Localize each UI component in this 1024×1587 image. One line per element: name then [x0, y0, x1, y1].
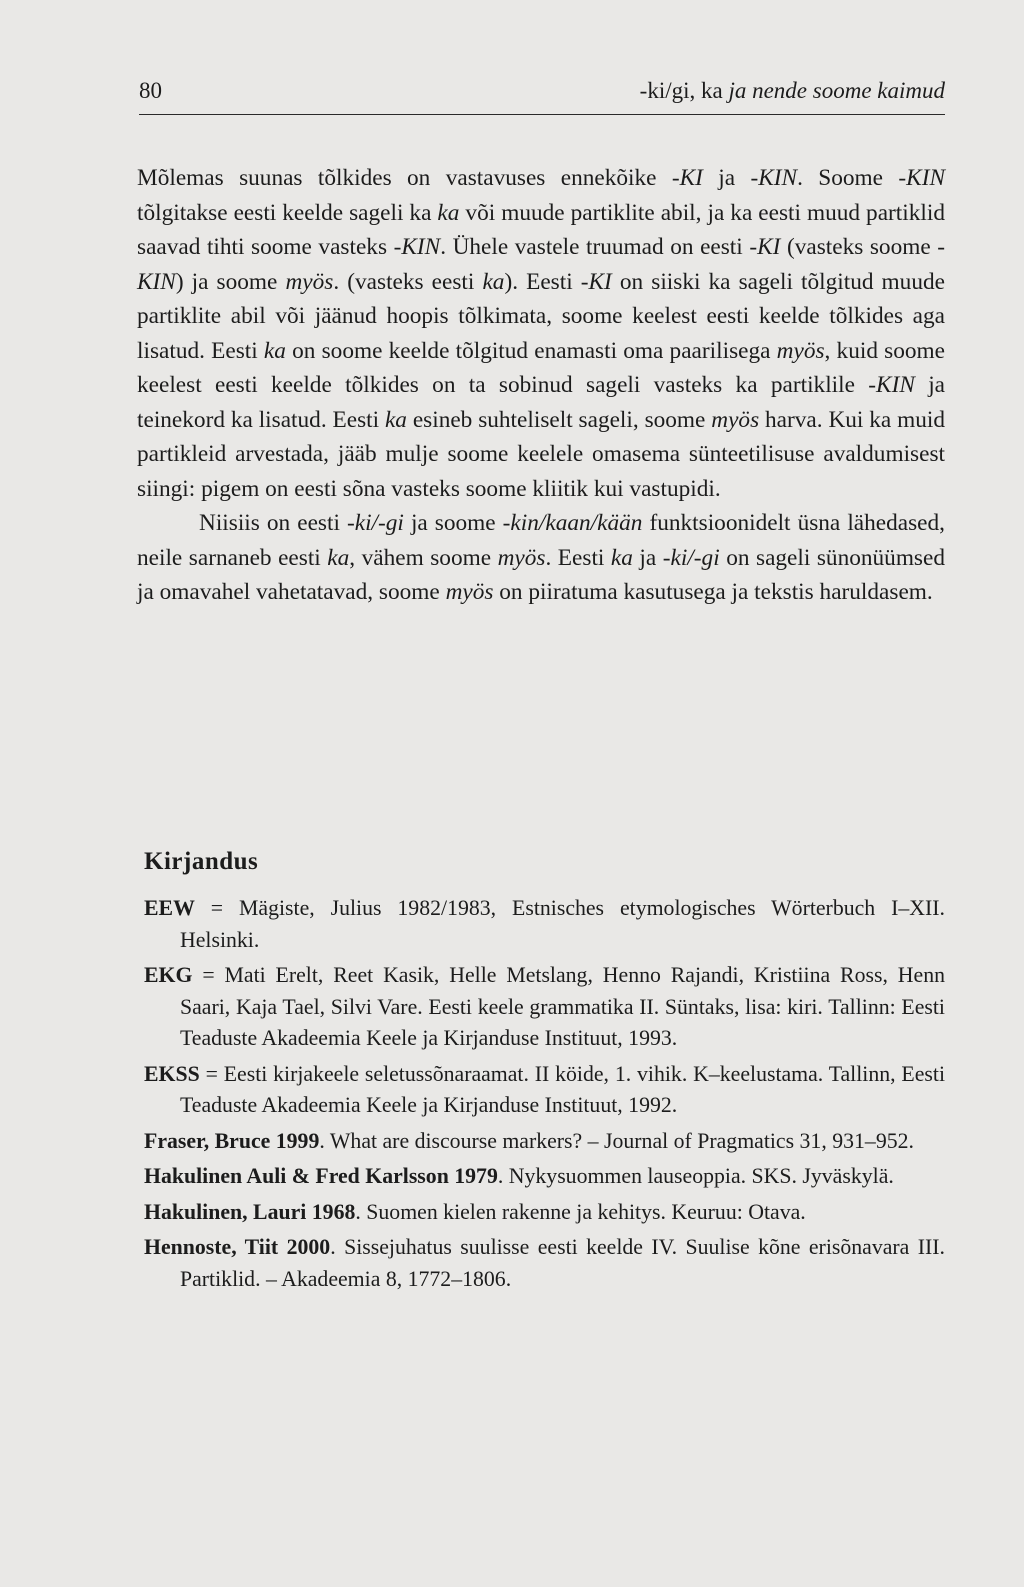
- italic-term: ka: [327, 544, 350, 571]
- italic-term: -KIN: [868, 372, 915, 398]
- italic-term: -kin/kaan/kään: [502, 510, 643, 536]
- text-run: on siiski ka sageli tõlgitud muude partiklite abil või jäänud hoopis tõlkimata, soome keelest eesti keelde tõlkides aga lisatud. Eesti: [137, 268, 945, 364]
- italic-term: ka: [263, 337, 286, 364]
- italic-term: myös: [445, 579, 494, 605]
- italic-term: ka: [482, 268, 505, 295]
- text-run: või muude partiklite abil, ja ka eesti muud partiklid saavad tihti soome vasteks: [137, 199, 945, 260]
- text-run: . Ühele vastele truumad on eesti: [440, 234, 750, 260]
- text-run: on soome keelde tõlgitud enamasti oma paarilisega: [285, 337, 777, 364]
- text-run: ja soome: [403, 510, 503, 536]
- reference-text: Mägiste, Julius 1982/1983, Estnisches etymologisches Wörterbuch I–XII. Helsinki.: [180, 896, 945, 952]
- reference-author: EKSS: [144, 1061, 200, 1086]
- italic-term: ka: [610, 544, 633, 571]
- text-run: esineb suhteliselt sageli, soome: [406, 406, 712, 433]
- text-run: . (vasteks eesti: [333, 268, 483, 295]
- paragraph-1: [137, 161, 945, 506]
- reference-separator: .: [319, 1128, 330, 1153]
- reference-list: [144, 893, 945, 1299]
- body-text: [137, 161, 945, 610]
- page-header: [139, 78, 945, 115]
- reference-entry: [144, 1161, 945, 1193]
- reference-separator: =: [199, 1061, 224, 1086]
- reference-entry: [144, 1232, 945, 1295]
- reference-text: Sissejuhatus suulisse eesti keelde IV. Suulise kõne erisõnavara III. Partiklid. – Akadeemia 8, 1772–1806.: [180, 1235, 945, 1291]
- text-run: funktsioonidelt üsna lähedased, neile sarnaneb eesti: [137, 510, 945, 571]
- page-number: 80: [139, 78, 162, 103]
- running-title: [640, 78, 945, 104]
- text-run: , kuid soome keelest eesti keelde tõlkides on ta sobinud sageli vasteks ka partiklile: [137, 337, 945, 398]
- reference-entry: [144, 1197, 945, 1229]
- italic-term: myös: [285, 268, 334, 295]
- italic-term: -KIN: [393, 234, 441, 260]
- paragraph-2: [137, 506, 945, 610]
- text-run: ja: [702, 165, 751, 191]
- reference-author: Hakulinen Auli & Fred Karlsson 1979: [144, 1164, 498, 1188]
- reference-separator: .: [355, 1199, 367, 1224]
- italic-term: -KIN: [750, 165, 798, 191]
- text-run: on piiratuma kasutusega ja tekstis haruldasem.: [493, 579, 933, 605]
- italic-term: -ki/-gi: [346, 510, 404, 536]
- italic-term: myös: [776, 337, 825, 364]
- running-title-italic: ja nende soome kaimud: [728, 78, 945, 103]
- italic-term: myös: [497, 544, 546, 571]
- section-heading: Kirjandus: [144, 848, 259, 875]
- reference-text: Nykysuommen lauseoppia. SKS. Jyväskylä.: [508, 1164, 894, 1188]
- text-run: , vähem soome: [349, 544, 498, 571]
- italic-term: -KIN: [137, 234, 946, 295]
- reference-entry: [144, 1059, 945, 1122]
- italic-term: -KI: [749, 234, 781, 260]
- reference-text: What are discourse markers? – Journal of Pragmatics 31, 931–952.: [329, 1128, 914, 1153]
- italic-term: -KI: [671, 165, 703, 191]
- reference-text: Suomen kielen rakenne ja kehitys. Keuruu: Otava.: [366, 1199, 806, 1224]
- italic-term: -KI: [580, 268, 612, 295]
- text-run: ). Eesti: [504, 268, 581, 295]
- text-run: (vasteks soome: [780, 234, 938, 260]
- text-run: harva. Kui ka muid partikleid arvestada, jääb mulje soome keelele omasema sünteetilisuse avaldumisest siingi: pigem on eesti sõna vasteks soome kliitik kui vastupidi.: [137, 406, 945, 502]
- reference-text: Mati Erelt, Reet Kasik, Helle Metslang, Henno Rajandi, Kristiina Ross, Henn Saari, Kaja Tael, Silvi Vare. Eesti keele grammatika II. Süntaks, lisa: kiri. Tallinn: Eesti Teaduste Akadeemia Keele ja Kirjanduse Instituut, 1993.: [180, 963, 945, 1050]
- reference-author: Hakulinen, Lauri 1968: [144, 1199, 356, 1224]
- reference-text: Eesti kirjakeele seletussõnaraamat. II köide, 1. vihik. K–keelustama. Tallinn, Eesti Teaduste Akadeemia Keele ja Kirjanduse Instituut, 1992.: [180, 1061, 946, 1117]
- reference-author: Hennoste, Tiit 2000: [144, 1235, 331, 1259]
- text-run: ja teinekord ka lisatud. Eesti: [137, 372, 946, 433]
- italic-term: myös: [711, 406, 760, 433]
- text-run: tõlgitakse eesti keelde sageli ka: [137, 199, 438, 226]
- reference-separator: .: [497, 1164, 509, 1188]
- reference-author: EEW: [144, 896, 195, 920]
- reference-separator: =: [194, 896, 240, 920]
- reference-author: Fraser, Bruce 1999: [144, 1128, 320, 1153]
- italic-term: -KIN: [898, 165, 945, 191]
- italic-term: ka: [384, 406, 407, 433]
- reference-entry: [144, 960, 945, 1055]
- running-title-plain: -ki/gi, ka: [639, 78, 723, 103]
- reference-entry: [144, 1126, 945, 1158]
- text-run: ja: [632, 544, 663, 571]
- reference-entry: [144, 893, 945, 956]
- reference-separator: =: [192, 963, 225, 987]
- italic-term: ka: [437, 199, 460, 226]
- text-run: ) ja soome: [175, 268, 286, 295]
- text-run: on sageli sünonüümsed ja omavahel vahetatavad, soome: [137, 544, 945, 605]
- text-run: Niisiis on eesti: [199, 510, 347, 536]
- text-run: . Eesti: [545, 544, 611, 571]
- reference-author: EKG: [144, 963, 193, 987]
- text-run: . Soome: [797, 165, 899, 191]
- reference-separator: .: [330, 1235, 345, 1259]
- italic-term: -ki/-gi: [662, 544, 720, 571]
- text-run: Mõlemas suunas tõlkides on vastavuses ennekõike: [137, 165, 672, 191]
